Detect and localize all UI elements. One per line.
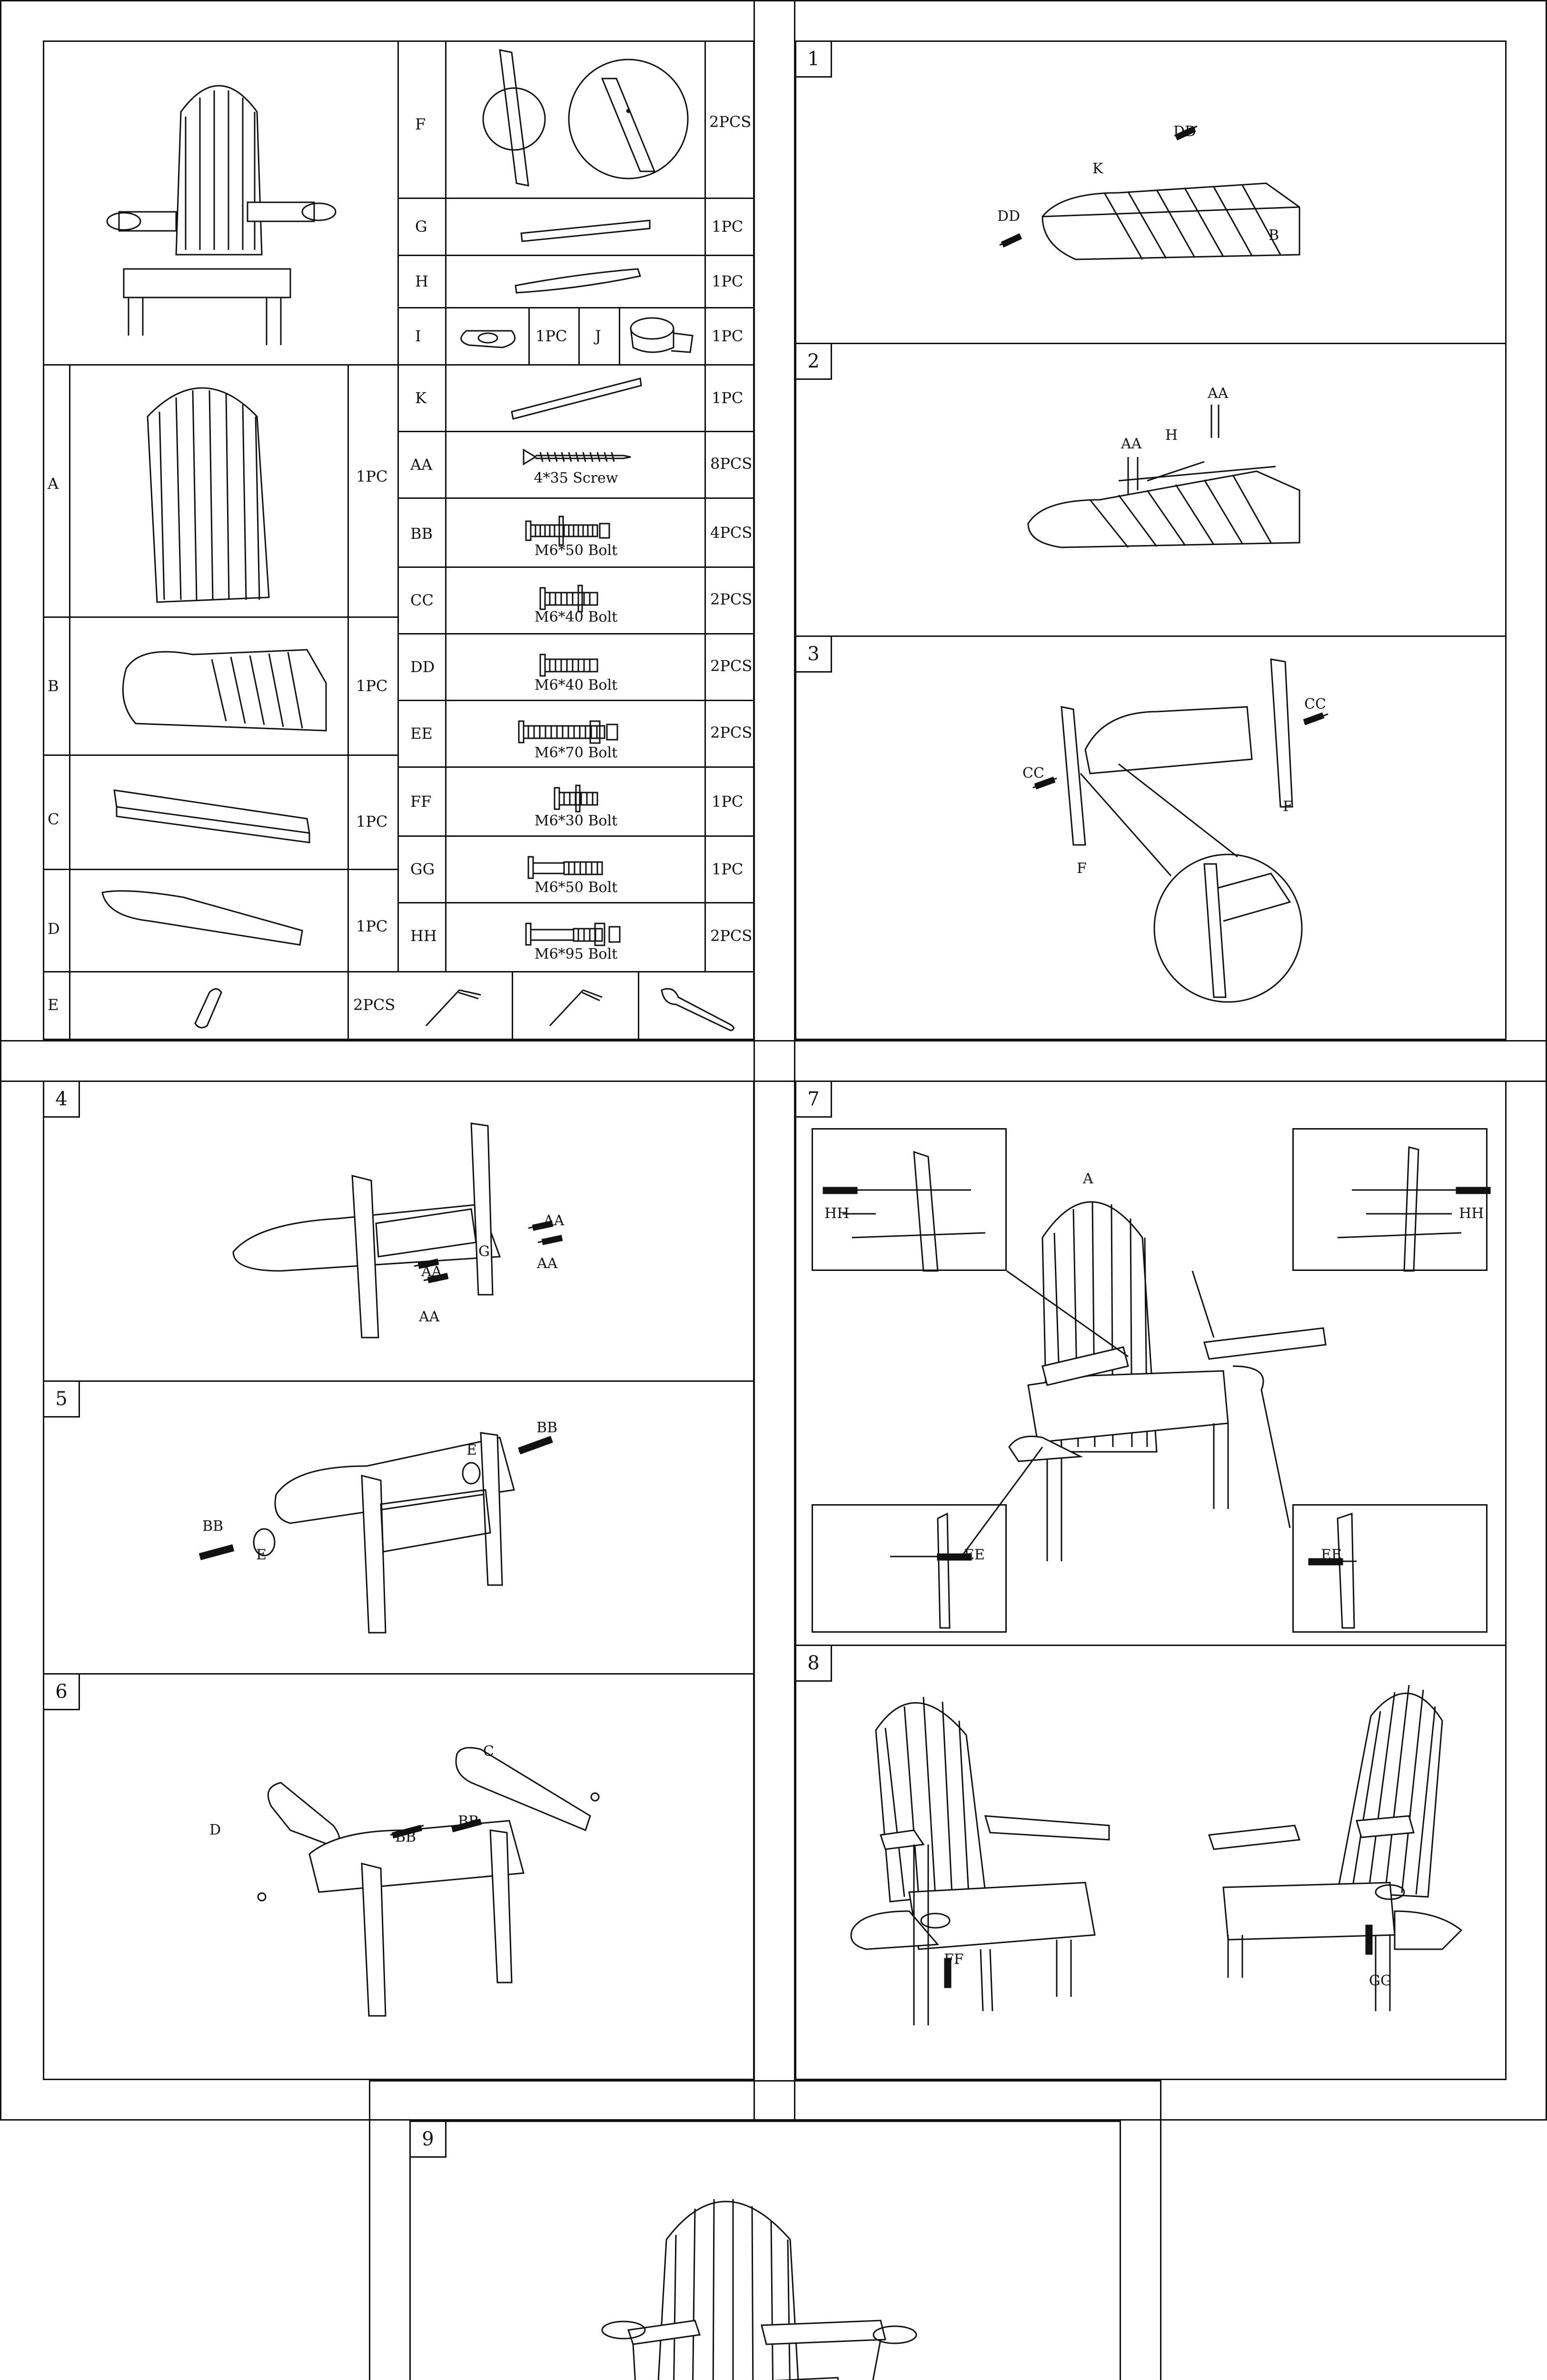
part-K-label: K	[415, 389, 426, 407]
step-7-callout-ee-right: EE	[1321, 1547, 1342, 1563]
hw-BB-caption: M6*50 Bolt	[534, 542, 618, 559]
step-6-callout-c: C	[483, 1743, 494, 1760]
part-A-qty: 1PC	[356, 467, 388, 486]
part-D-label: D	[48, 920, 60, 938]
part-F-drawing	[445, 40, 704, 198]
part-G-qty: 1PC	[712, 218, 744, 236]
step-4-number: 4	[43, 1081, 80, 1118]
step-7-callout-ee-left: EE	[964, 1547, 985, 1563]
step-3-callout-f-right: F	[1283, 798, 1293, 815]
hw-CC-caption: M6*40 Bolt	[534, 609, 618, 625]
step-8-callout-gg: GG	[1369, 1973, 1392, 1989]
step-6-callout-d: D	[209, 1822, 221, 1838]
hw-DD-qty: 2PCS	[710, 657, 753, 675]
part-A-drawing	[69, 364, 347, 616]
step-5-number: 5	[43, 1380, 80, 1418]
step-7-callout-a: A	[1083, 1170, 1093, 1187]
part-I-label: I	[415, 327, 421, 345]
step-8-callout-ff: FF	[944, 1951, 964, 1968]
step-5-callout-e-left: E	[256, 1547, 267, 1563]
hw-DD-caption: M6*40 Bolt	[534, 677, 618, 694]
hw-HH-label: HH	[410, 927, 437, 945]
step-1-callout-k: K	[1092, 160, 1103, 177]
step-9-diagram-chair	[409, 2121, 1121, 2380]
part-H-qty: 1PC	[712, 272, 744, 290]
part-C-label: C	[48, 810, 60, 828]
step-1-diagram	[795, 40, 1507, 343]
step-5-callout-bb-right: BB	[536, 1419, 558, 1436]
step-2-callout-h: H	[1165, 427, 1178, 444]
step-2-diagram	[795, 343, 1507, 635]
part-K-drawing	[445, 364, 704, 431]
ij-divider-2	[578, 307, 580, 364]
step-2-callout-aa-left: AA	[1121, 436, 1142, 452]
part-H-drawing	[445, 255, 704, 307]
step-7-diagram	[795, 1081, 1507, 1645]
hw-FF-caption: M6*30 Bolt	[534, 813, 618, 829]
hw-AA-screw-icon	[445, 431, 704, 497]
step-1-callout-dd-left: DD	[997, 208, 1021, 225]
part-J-label: J	[595, 327, 601, 345]
hw-EE-bolt-icon	[445, 700, 704, 766]
step-6-diagram	[43, 1673, 754, 2080]
step-3-diagram	[795, 635, 1507, 1040]
hw-HH-qty: 2PCS	[710, 927, 753, 945]
step-4-diagram	[43, 1081, 754, 1380]
hw-AA-label: AA	[410, 456, 433, 474]
part-C-qty: 1PC	[356, 813, 388, 831]
step-9-number: 9	[409, 2121, 446, 2158]
hw-HH-caption: M6*95 Bolt	[534, 946, 618, 962]
hw-FF-qty: 1PC	[712, 793, 744, 811]
step-6-callout-bb-2: BB	[458, 1813, 479, 1830]
step-3-callout-cc-right: CC	[1304, 696, 1326, 713]
hw-EE-qty: 2PCS	[710, 724, 753, 742]
wrench-icon	[638, 971, 754, 1040]
ij-divider-1	[528, 307, 530, 364]
middle-divider	[0, 1040, 1547, 1041]
part-B-qty: 1PC	[356, 677, 388, 695]
hw-CC-qty: 2PCS	[710, 590, 753, 608]
hw-AA-qty: 8PCS	[710, 455, 753, 473]
part-C-drawing	[69, 754, 347, 869]
part-J-drawing	[619, 307, 704, 364]
part-F-qty: 2PCS	[709, 113, 752, 131]
part-B-drawing	[69, 616, 347, 754]
step-5-callout-bb-left: BB	[202, 1518, 224, 1535]
part-F-label: F	[415, 115, 426, 133]
step-6-callout-bb-1: BB	[395, 1829, 416, 1845]
part-E-qty: 2PCS	[353, 996, 396, 1014]
assembled-chair-preview	[43, 40, 397, 364]
step-7-callout-hh-left: HH	[824, 1205, 850, 1222]
part-K-qty: 1PC	[712, 389, 744, 407]
parts-col-line-1	[397, 40, 399, 971]
part-G-label: G	[415, 218, 427, 236]
step-1-callout-b: B	[1269, 227, 1279, 244]
part-D-qty: 1PC	[356, 917, 388, 935]
hw-DD-label: DD	[410, 658, 435, 676]
step-8-number: 8	[795, 1645, 832, 1682]
hex-key-icon-2	[512, 971, 638, 1040]
step-5-diagram	[43, 1380, 754, 1673]
part-B-label: B	[48, 677, 59, 695]
step-4-callout-aa-3: AA	[421, 1263, 442, 1280]
part-E-label: E	[48, 996, 59, 1014]
part-A-label: A	[48, 475, 59, 493]
hw-CC-label: CC	[410, 591, 434, 609]
step-4-callout-aa-4: AA	[419, 1309, 440, 1325]
step-4-callout-aa-2: AA	[537, 1255, 558, 1272]
step-1-number: 1	[795, 40, 832, 78]
hw-BB-bolt-icon	[445, 497, 704, 566]
hw-EE-label: EE	[410, 724, 433, 743]
hw-CC-bolt-icon	[445, 566, 704, 633]
step-8-diagram	[795, 1645, 1507, 2080]
step-2-number: 2	[795, 343, 832, 380]
step-7-callout-hh-right: HH	[1459, 1205, 1484, 1222]
part-D-drawing	[69, 869, 347, 971]
step-3-number: 3	[795, 635, 832, 673]
part-E-drawing	[69, 971, 347, 1040]
step-3-callout-f-left: F	[1077, 860, 1087, 877]
part-G-drawing	[445, 198, 704, 255]
hex-key-icon	[397, 971, 512, 1040]
hw-FF-bolt-icon	[445, 766, 704, 835]
step-4-callout-aa-1: AA	[544, 1212, 565, 1229]
hw-GG-caption: M6*50 Bolt	[534, 879, 618, 896]
step-7-number: 7	[795, 1081, 832, 1118]
step-3-callout-cc-left: CC	[1022, 765, 1044, 782]
part-J-qty: 1PC	[712, 327, 744, 345]
step-2-callout-aa-right: AA	[1208, 385, 1229, 402]
hw-BB-label: BB	[410, 525, 433, 543]
hw-GG-qty: 1PC	[712, 860, 744, 878]
hw-FF-label: FF	[410, 793, 432, 811]
step-1-callout-dd-top: DD	[1173, 123, 1197, 140]
hw-AA-caption: 4*35 Screw	[534, 470, 618, 486]
step-5-callout-e-right: E	[466, 1442, 477, 1458]
hw-DD-bolt-icon	[445, 633, 704, 700]
parts-col-line-mid	[347, 364, 349, 1040]
hw-EE-caption: M6*70 Bolt	[534, 744, 618, 761]
hw-BB-qty: 4PCS	[710, 524, 753, 542]
part-H-label: H	[415, 272, 428, 290]
hw-HH-bolt-icon	[445, 902, 704, 971]
hw-GG-bolt-icon	[445, 835, 704, 902]
hw-GG-label: GG	[410, 860, 435, 878]
step-6-number: 6	[43, 1673, 80, 1710]
parts-col-line-3	[704, 40, 706, 971]
step-4-callout-g: G	[478, 1243, 490, 1260]
part-I-drawing	[445, 307, 528, 364]
part-I-qty: 1PC	[536, 327, 567, 345]
